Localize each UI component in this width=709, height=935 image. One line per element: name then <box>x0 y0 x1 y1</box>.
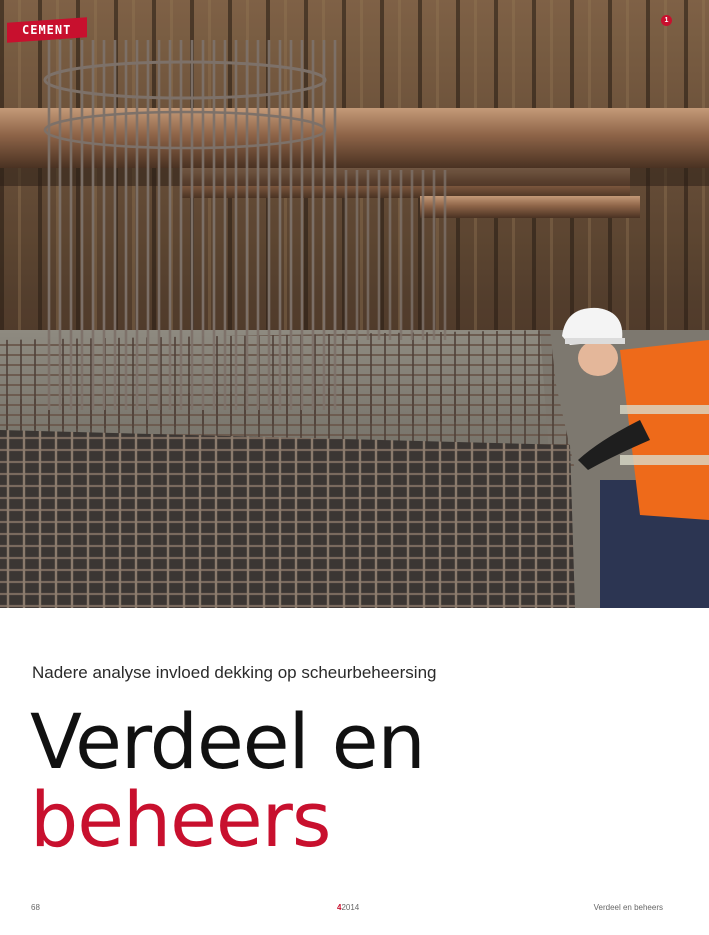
footer-issue <box>337 903 359 912</box>
footer-running-title: Verdeel en beheers <box>593 903 663 912</box>
magazine-brand-tag: CEMENT <box>7 17 87 43</box>
article-title <box>30 697 425 864</box>
issue-marker-badge: 1 <box>661 15 672 26</box>
article-kicker: Nadere analyse invloed dekking op scheurbeheersing <box>32 663 437 682</box>
article-title-line1: Verdeel en <box>30 697 425 786</box>
footer-page-number: 68 <box>31 903 40 912</box>
footer-issue-number: 4 <box>337 903 342 912</box>
article-title-line2: beheers <box>30 775 331 864</box>
footer-issue-year: 2014 <box>341 903 360 912</box>
